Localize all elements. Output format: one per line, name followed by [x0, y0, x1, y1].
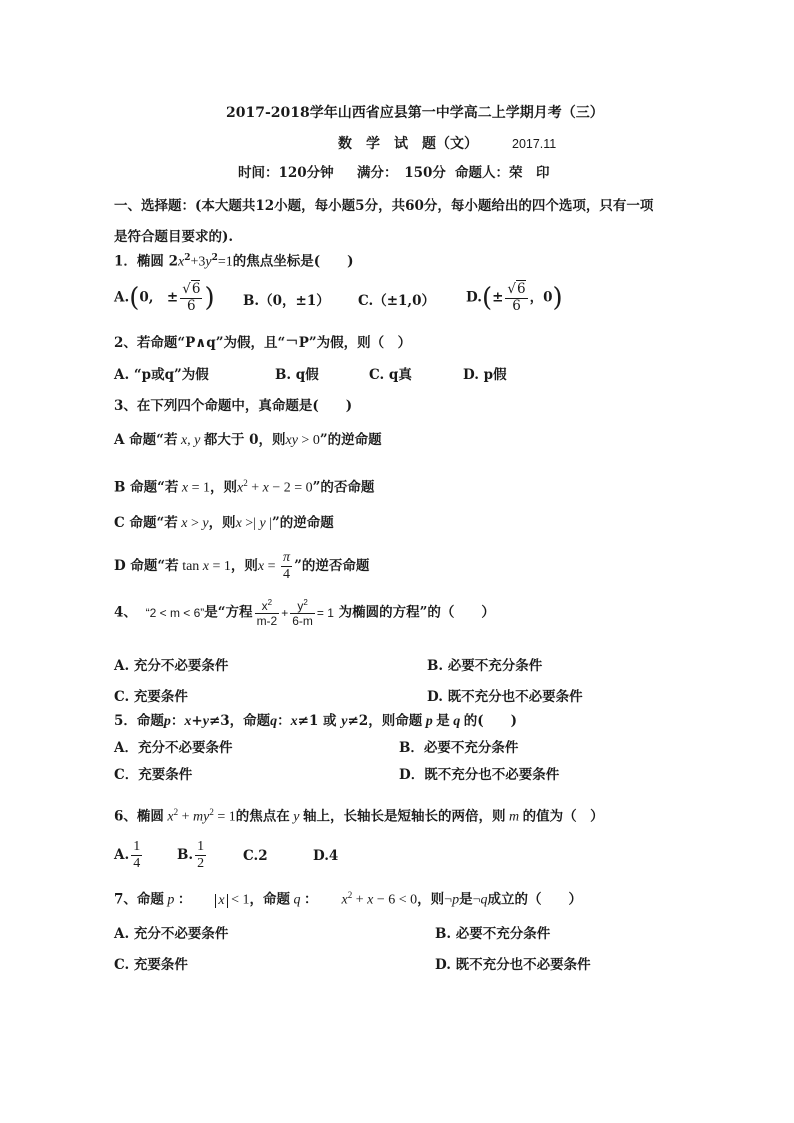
question-1-option-d: D.(± $\frac{√6}{6}$ ，0) [466, 281, 563, 314]
question-2-option-d: D. p假 [463, 367, 507, 383]
section-heading-cont: 是符合题目要求的). [114, 229, 234, 245]
question-2-option-b: B. q假 [275, 367, 319, 383]
question-2-option-a: A. “p或q”为假 [114, 367, 209, 383]
subject-title: 数 学 试 题（文） [338, 136, 478, 152]
exam-author: 命题人：荣 印 [455, 165, 550, 181]
question-6-stem: 6、椭圆 $x^2 + my^2 = 1$的焦点在 y 轴上，长轴长是短轴长的两倍，则 m 的值为（ ） [114, 807, 604, 825]
question-7-option-d: D. 既不充分也不必要条件 [435, 957, 591, 973]
question-4-option-b: B. 必要不充分条件 [427, 658, 543, 674]
question-2-stem: 2、若命题“P∧q”为假，且“￢P”为假，则（ ） [114, 335, 412, 351]
question-1-option-a: A.(0, ± $\frac{√6}{6}$ ) [114, 281, 215, 314]
question-2-option-c: C. q真 [369, 367, 412, 383]
question-3-option-d: D 命题“若 tan x = 1，则x = $\frac{\pi}{4}$ ”的逆否命题 [114, 550, 370, 582]
question-3-stem: 3、在下列四个命题中，真命题是( ) [114, 398, 353, 414]
question-6-option-d: D.4 [313, 848, 339, 864]
question-4-stem: 4、 “2 < m < 6”是“方程 $\frac{x^2}{m-2}$ + $\frac{y^2}{6-m}$ = 1 为椭圆的方程”的（ ） [114, 598, 495, 628]
question-7-option-b: B. 必要不充分条件 [435, 926, 551, 942]
question-5-stem: 5．命题p：x+y≠3，命题q：x≠1 或 y≠2，则命题 p 是 q 的( ) [114, 713, 517, 729]
page-title: 2017-2018学年山西省应县第一中学高二上学期月考（三） [226, 105, 604, 121]
question-4-option-a: A. 充分不必要条件 [114, 658, 229, 674]
exam-date: 2017.11 [512, 137, 557, 151]
question-5-option-a: A．充分不必要条件 [114, 740, 233, 756]
question-3-option-b: B 命题“若 x = 1，则$x^2 + x - 2 = 0$”的否命题 [114, 478, 375, 496]
question-5-option-c: C．充要条件 [114, 767, 193, 783]
question-6-option-b: B. $\frac{1}{2}$ [177, 839, 205, 871]
question-1-option-b: B.（0，±1） [243, 293, 330, 309]
question-7-option-a: A. 充分不必要条件 [114, 926, 229, 942]
question-1-option-c: C.（±1,0） [358, 293, 436, 309]
question-4-option-c: C. 充要条件 [114, 689, 188, 705]
question-4-option-d: D. 既不充分也不必要条件 [427, 689, 583, 705]
question-5-option-b: B．必要不充分条件 [399, 740, 519, 756]
question-1-stem: 1．椭圆 $2x^2+3y^2=1$的焦点坐标是( ) [114, 253, 354, 270]
question-6-option-a: A. $\frac{1}{4}$ [114, 839, 141, 871]
exam-time: 时间：120分钟 [238, 165, 334, 181]
full-score: 满分： 150分 [357, 165, 446, 181]
section-heading: 一、选择题：(本大题共12小题，每小题5分，共60分，每小题给出的四个选项，只有一项 [114, 198, 654, 214]
question-6-option-c: C.2 [243, 848, 268, 864]
question-7-stem: 7、命题 p ： x < 1，命题 q ： $x^2 + x - 6 < 0$，则¬p是¬q成立的（ ） [114, 890, 582, 908]
question-3-option-c: C 命题“若 x > y，则x >| y |”的逆命题 [114, 515, 334, 531]
question-7-option-c: C. 充要条件 [114, 957, 188, 973]
question-3-option-a: A 命题“若 x, y 都大于 0，则xy > 0”的逆命题 [114, 432, 382, 448]
question-5-option-d: D．既不充分也不必要条件 [399, 767, 560, 783]
